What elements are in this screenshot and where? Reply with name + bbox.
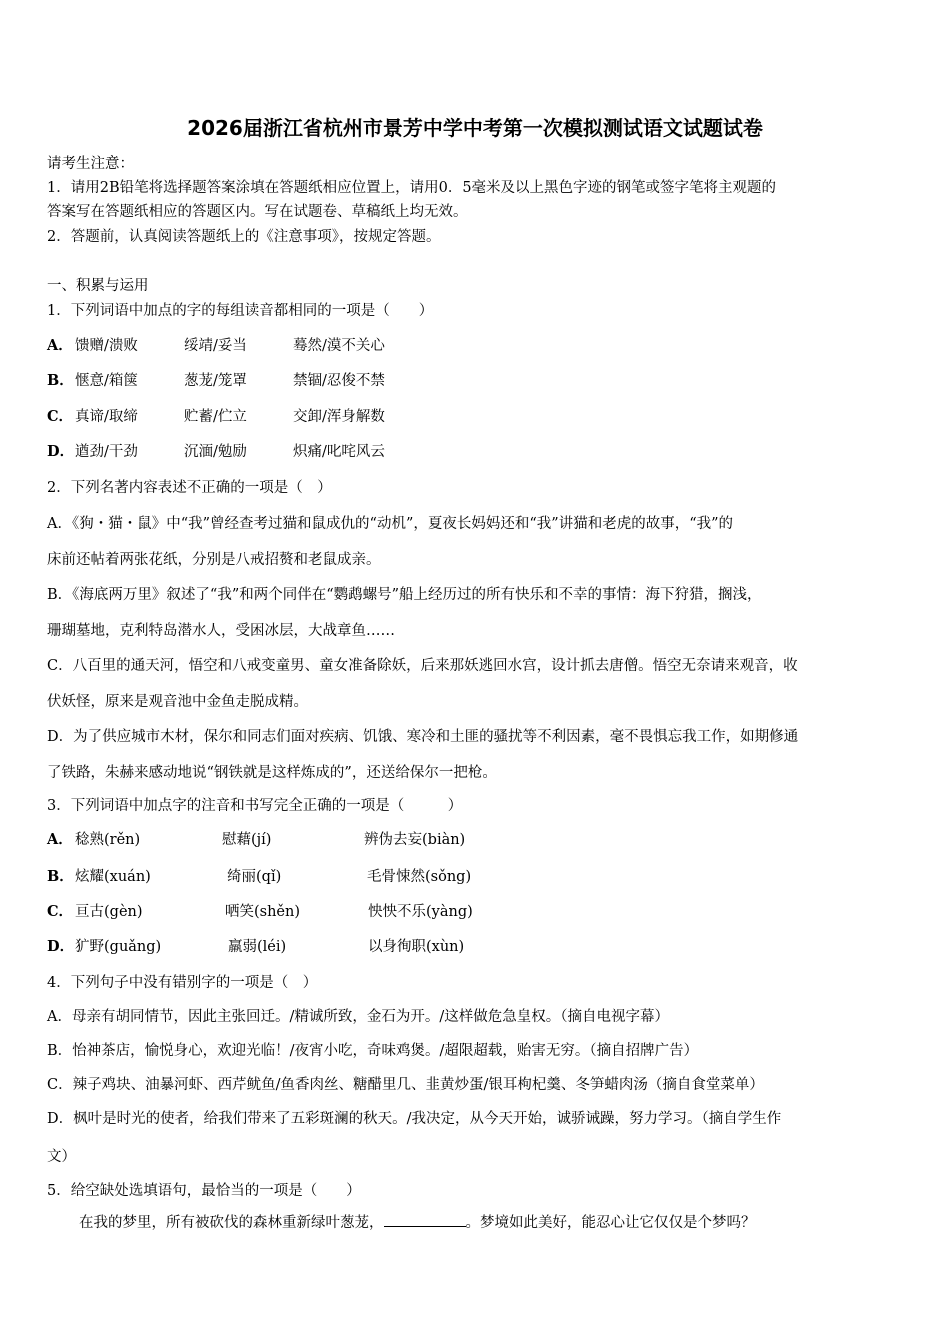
notice-item-2: 2．答题前，认真阅读答题纸上的《注意事项》，按规定答题。 — [47, 229, 441, 245]
q1-option-b-term-1: 惬意/箱箧 — [75, 373, 138, 389]
q1-option-b-label: B． — [47, 372, 74, 389]
q1-option-d-term-3: 炽痛/叱咤风云 — [293, 444, 385, 460]
q2-option-a-line-1: A．《狗・猫・鼠》中“我”曾经查考过猫和鼠成仇的“动机”，夏夜长妈妈还和“我”讲猫和老虎的故事，“我”的 — [47, 516, 734, 532]
q1-option-b-term-3: 禁锢/忍俊不禁 — [293, 373, 385, 389]
q1-option-c-label: C． — [47, 408, 74, 425]
q3-option-c-term-1: 亘古(gèn) — [75, 904, 143, 920]
q5-passage — [79, 1213, 756, 1233]
q3-option-b-term-1: 炫耀(xuán) — [75, 869, 151, 885]
page-title: 2026届浙江省杭州市景芳中学中考第一次模拟测试语文试题试卷 — [187, 116, 763, 140]
q1-option-a-label: A． — [47, 337, 73, 354]
q4-option-d-line-1: D．枫叶是时光的使者，给我们带来了五彩斑澜的秋天。/我决定，从今天开始，诚骄诫躁，努力学习。（摘自学生作 — [47, 1111, 782, 1127]
q5-passage-after: 。梦境如此美好，能忍心让它仅仅是个梦吗？ — [465, 1215, 756, 1231]
question-2-stem: 2．下列名著内容表述不正确的一项是（ ） — [47, 480, 332, 496]
q3-option-a-term-3: 辨伪去妄(biàn) — [364, 832, 466, 848]
q2-option-c-line-2: 伏妖怪，原来是观音池中金鱼走脱成精。 — [47, 694, 308, 710]
q2-option-c-line-1: C．八百里的通天河，悟空和八戒变童男、童女准备除妖，后来那妖逃回水宫，设计抓去唐僧。悟空无奈请来观音，收 — [47, 658, 798, 674]
q2-option-b-line-1: B．《海底两万里》叙述了“我”和两个同伴在“鹦鹉螺号”船上经历过的所有快乐和不幸的事情：海下狩猎，搁浅， — [47, 587, 762, 603]
question-4-stem: 4．下列句子中没有错别字的一项是（ ） — [47, 975, 318, 991]
q5-passage-before: 在我的梦里，所有被砍伐的森林重新绿叶葱茏， — [79, 1215, 384, 1231]
q3-option-b-term-2: 绮丽(qǐ) — [227, 869, 282, 885]
q3-option-c-term-3: 怏怏不乐(yàng) — [368, 904, 473, 920]
q1-option-c-term-3: 交卸/浑身解数 — [293, 409, 385, 425]
q2-option-d-line-1: D．为了供应城市木材，保尔和同志们面对疾病、饥饿、寒冷和土匪的骚扰等不利因素，毫不畏惧忘我工作，如期修通 — [47, 729, 799, 745]
q3-option-d-label: D． — [47, 938, 75, 955]
q3-option-a-term-2: 慰藉(jí) — [222, 832, 272, 848]
q2-option-a-line-2: 床前还帖着两张花纸，分别是八戒招赘和老鼠成亲。 — [47, 552, 381, 568]
question-3-stem: 3．下列词语中加点字的注音和书写完全正确的一项是（ ） — [47, 798, 463, 814]
q3-option-d-term-1: 犷野(guǎng) — [75, 939, 162, 955]
q1-option-c-term-1: 真谛/取缔 — [75, 409, 138, 425]
q3-option-c-term-2: 哂笑(shěn) — [225, 904, 301, 920]
q4-option-d-line-2: 文） — [47, 1149, 76, 1165]
q1-option-a-term-1: 馈赠/溃败 — [75, 338, 138, 354]
q4-option-c: C．辣子鸡块、油暴河虾、西芹鱿鱼/鱼香肉丝、糖醋里几、韭黄炒蛋/银耳枸杞羹、冬笋蜡肉汤（摘自食堂菜单） — [47, 1077, 764, 1093]
q3-option-c-label: C． — [47, 903, 74, 920]
q3-option-d-term-3: 以身徇职(xùn) — [368, 939, 465, 955]
q1-option-b-term-2: 葱茏/笼罩 — [184, 373, 247, 389]
section-heading: 一、积累与运用 — [47, 278, 149, 294]
q1-option-c-term-2: 贮蓄/伫立 — [184, 409, 247, 425]
q3-option-d-term-2: 羸弱(léi) — [228, 939, 287, 955]
q1-option-d-term-1: 遒劲/干劲 — [75, 444, 138, 460]
q1-option-d-label: D． — [47, 443, 75, 460]
notice-item-1-line-1: 1．请用2B铅笔将选择题答案涂填在答题纸相应位置上，请用0．5毫米及以上黑色字迹的钢笔或签字笔将主观题的 — [47, 180, 777, 196]
question-1-stem: 1．下列词语中加点的字的每组读音都相同的一项是（ ） — [47, 303, 434, 319]
q4-option-b: B．怡神茶店，愉悦身心，欢迎光临！/夜宵小吃，奇味鸡煲。/超限超载，贻害无穷。（摘自招牌广告） — [47, 1043, 699, 1059]
question-5-stem: 5．给空缺处选填语句，最恰当的一项是（ ） — [47, 1183, 361, 1199]
q4-option-a: A．母亲有胡同情节，因此主张回迁。/精诚所致，金石为开。/这样做危急皇权。（摘自电视字幕） — [47, 1009, 669, 1025]
q2-option-d-line-2: 了铁路，朱赫来感动地说“钢铁就是这样炼成的”，还送给保尔一把枪。 — [47, 765, 497, 781]
q1-option-d-term-2: 沉湎/勉励 — [184, 444, 247, 460]
q3-option-a-term-1: 稔熟(rěn) — [75, 832, 141, 848]
q3-option-b-label: B． — [47, 868, 74, 885]
notice-heading: 请考生注意： — [47, 156, 134, 172]
q3-option-a-label: A． — [47, 831, 73, 848]
answer-blank — [384, 1214, 466, 1227]
q3-option-b-term-3: 毛骨悚然(sǒng) — [367, 869, 472, 885]
notice-item-1-line-2: 答案写在答题纸相应的答题区内。写在试题卷、草稿纸上均无效。 — [47, 204, 468, 220]
q2-option-b-line-2: 珊瑚墓地，克利特岛潜水人，受困冰层，大战章鱼…… — [47, 623, 395, 639]
q1-option-a-term-3: 蓦然/漠不关心 — [293, 338, 385, 354]
q1-option-a-term-2: 绥靖/妥当 — [184, 338, 247, 354]
